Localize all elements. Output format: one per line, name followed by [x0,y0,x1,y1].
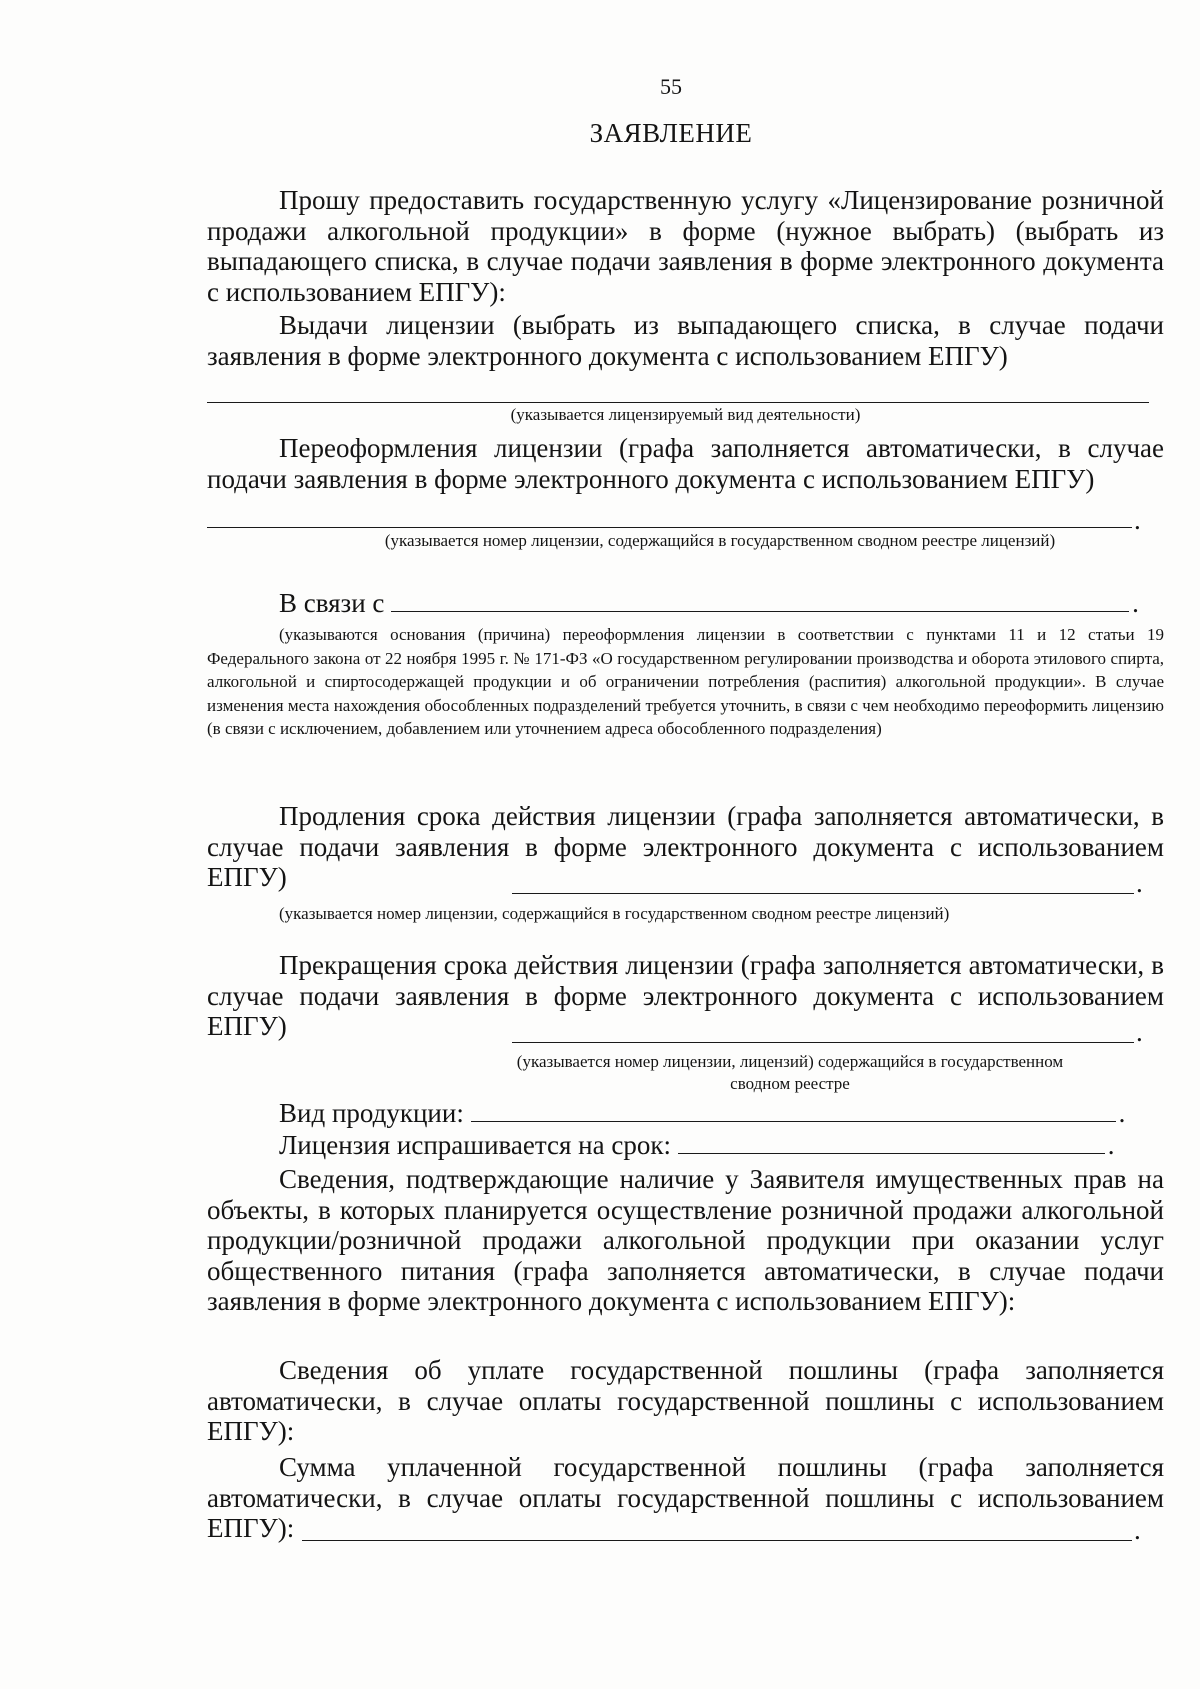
reason-caption [207,623,1164,741]
extension-field[interactable] [512,893,1134,894]
product-field[interactable] [471,1101,1116,1122]
termination-period: . [1136,1017,1143,1047]
extension-caption-text: (указывается номер лицензии, содержащийся в государственном сводном реестре лицензий) [279,904,950,923]
product-row [279,1098,1125,1128]
extension-period: . [1136,868,1143,898]
fee-sum-text: Сумма уплаченной государственной пошлины (графа заполняется автоматически, в случае оплаты государственной пошлины с использованием ЕПГУ): [207,1452,1164,1543]
termination-field[interactable] [512,1042,1134,1043]
term-row [279,1130,1114,1160]
term-field[interactable] [678,1133,1105,1154]
issuance-caption: (указывается лицензируемый вид деятельности) [510,405,861,424]
intro-paragraph [207,185,1164,307]
fee-sum-field[interactable] [302,1540,1132,1541]
termination-caption-1: (указывается номер лицензии, лицензий) содержащийся в государственном [516,1052,1064,1071]
issuance-paragraph [207,310,1164,371]
page-number: 55 [660,74,682,99]
termination-paragraph [207,950,1164,1042]
extension-text: Продления срока действия лицензии (графа заполняется автоматически, в случае подачи заявления в форме электронного документа с использованием ЕПГУ) [207,801,1164,892]
termination-text: Прекращения срока действия лицензии (графа заполняется автоматически, в случае подачи заявления в форме электронного документа с использованием ЕПГУ) [207,950,1164,1041]
extension-caption [207,902,1164,926]
reissue-text: Переоформления лицензии (графа заполняется автоматически, в случае подачи заявления в форме электронного документа с использованием ЕПГУ) [207,433,1164,494]
product-label: Вид продукции: [279,1098,464,1128]
product-period: . [1118,1098,1126,1128]
reason-period: . [1132,588,1139,618]
reason-caption-text: (указываются основания (причина) переоформления лицензии в соответствии с пунктами 11 и 12 статьи 19 Федерального закона от 22 ноября 1995 г. № 171-ФЗ «О государственном регулировании производства и оборота этилового спирта, алкогольной и спиртосодержащей продукции и об ограничении потребления (распития) алкогольной продукции». В случае изменения места нахождения обособленных подразделений требуется уточнить, в связи с чем необходимо переоформить лицензию (в связи с исключением, добавлением или уточнением адреса обособленного подразделения) [207,625,1164,739]
fee-info-paragraph [207,1355,1164,1447]
term-period: . [1107,1130,1115,1160]
fee-sum-period: . [1134,1515,1141,1545]
property-text: Сведения, подтверждающие наличие у Заявителя имущественных прав на объекты, в которых планируется осуществление розничной продажи алкогольной продукции/розничной продажи алкогольной продукции при оказании услуг общественного питания (графа заполняется автоматически, в случае подачи заявления в форме электронного документа с использованием ЕПГУ): [207,1164,1164,1316]
extension-paragraph [207,801,1164,893]
document-title: ЗАЯВЛЕНИЕ [589,118,753,148]
reissue-field[interactable] [207,527,1132,528]
issuance-field[interactable] [207,402,1149,403]
reissue-paragraph [207,433,1164,494]
reissue-period: . [1134,505,1141,535]
reason-label: В связи с [279,588,385,618]
reason-field[interactable] [391,591,1129,612]
fee-info-text: Сведения об уплате государственной пошлины (графа заполняется автоматически, в случае оплаты государственной пошлины с использованием ЕПГУ): [207,1355,1164,1446]
fee-sum-paragraph [207,1452,1164,1544]
reissue-caption: (указывается номер лицензии, содержащийся в государственном сводном реестре лицензий) [384,531,1056,550]
term-label: Лицензия испрашивается на срок: [279,1130,671,1160]
reason-row [279,588,1139,618]
intro-text: Прошу предоставить государственную услугу «Лицензирование розничной продажи алкогольной продукции» в форме (нужное выбрать) (выбрать из выпадающего списка, в случае подачи заявления в форме электронного документа с использованием ЕПГУ): [207,185,1164,307]
property-paragraph [207,1164,1164,1317]
issuance-text: Выдачи лицензии (выбрать из выпадающего списка, в случае подачи заявления в форме электронного документа с использованием ЕПГУ) [207,310,1164,371]
termination-caption-2: сводном реестре [730,1074,850,1093]
